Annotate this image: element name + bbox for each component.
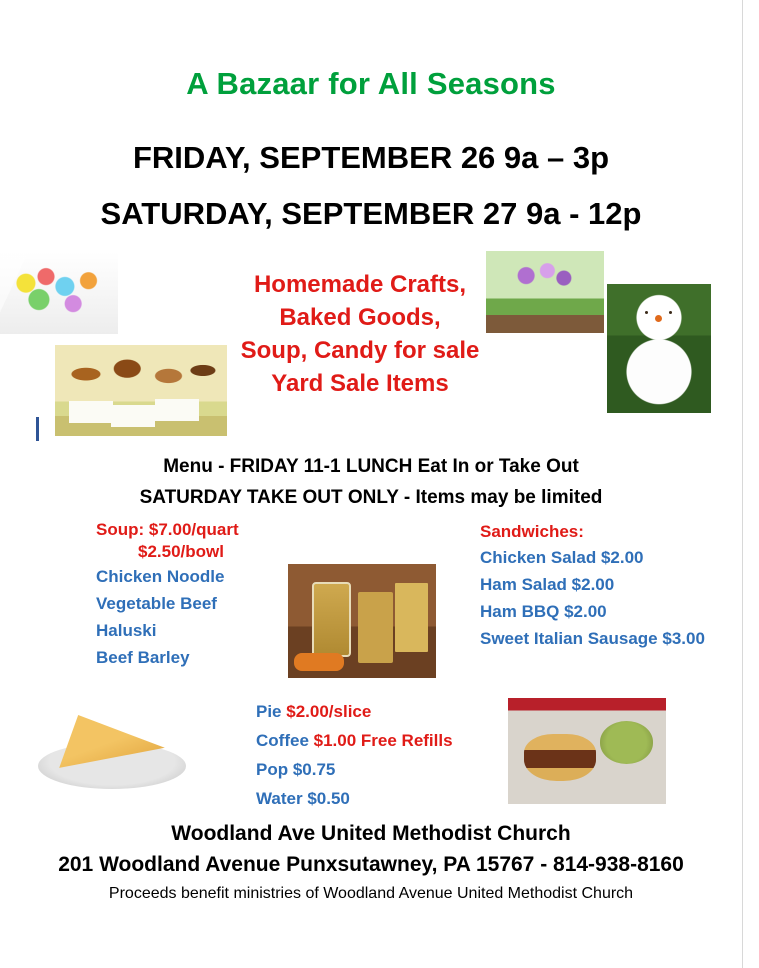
sandwiches-section xyxy=(480,519,730,652)
menu-header-line-1: Menu - FRIDAY 11-1 LUNCH Eat In or Take Out xyxy=(163,456,579,477)
extras-section xyxy=(256,697,486,813)
date-line-saturday: SATURDAY, SEPTEMBER 27 9a - 12p xyxy=(100,196,642,231)
soup-heading: Soup: $7.00/quart xyxy=(96,520,239,539)
soup-item-haluski: Haluski xyxy=(96,621,157,640)
soup-bowl-price: $2.50/bowl xyxy=(138,542,224,561)
snowman-cake-photo xyxy=(607,284,711,413)
page-title: A Bazaar for All Seasons xyxy=(186,66,556,101)
offerings-block xyxy=(160,268,560,400)
sandwich-row-ham-salad xyxy=(480,571,730,598)
sandwich-row-sweet-italian-sausage xyxy=(480,625,730,652)
extras-row-water xyxy=(256,784,486,813)
blue-accent-mark xyxy=(36,417,39,441)
extras-name: Water xyxy=(256,789,303,808)
extras-price: $2.00/slice xyxy=(286,702,372,721)
sandwich-name: Ham BBQ xyxy=(480,602,560,621)
soup-section xyxy=(96,519,296,671)
sandwich-name: Chicken Salad xyxy=(480,548,597,567)
sandwich-price: $2.00 xyxy=(600,548,644,567)
proceeds-note: Proceeds benefit ministries of Woodland Avenue United Methodist Church xyxy=(108,885,634,902)
extras-row-coffee xyxy=(256,726,486,755)
sandwich-row-chicken-salad xyxy=(480,544,730,571)
extras-name: Pop xyxy=(256,760,289,779)
extras-price: $0.75 xyxy=(292,760,336,779)
candy-tray-photo xyxy=(0,252,118,334)
extras-row-pie xyxy=(256,697,486,726)
sandwich-row-ham-bbq xyxy=(480,598,730,625)
soup-item-chicken-noodle: Chicken Noodle xyxy=(96,567,225,586)
sandwich-price: $2.00 xyxy=(571,575,615,594)
offering-line-3: Soup, Candy for sale xyxy=(240,337,480,364)
apple-pie-slice-photo xyxy=(24,692,200,807)
extras-name: Coffee xyxy=(256,731,309,750)
date-line-friday: FRIDAY, SEPTEMBER 26 9a – 3p xyxy=(132,140,610,175)
canned-jars-photo xyxy=(288,564,436,678)
extras-row-pop xyxy=(256,755,486,784)
offering-line-2: Baked Goods, xyxy=(279,304,441,331)
sandwich-name: Ham Salad xyxy=(480,575,567,594)
sandwiches-heading: Sandwiches: xyxy=(480,522,584,541)
church-name: Woodland Ave United Methodist Church xyxy=(171,822,571,845)
soup-item-beef-barley: Beef Barley xyxy=(96,648,190,667)
sandwich-price: $3.00 xyxy=(662,629,705,648)
offering-line-4: Yard Sale Items xyxy=(271,370,449,397)
page-right-gutter xyxy=(742,0,759,968)
offering-line-1: Homemade Crafts, xyxy=(253,271,467,298)
menu-header-line-2: SATURDAY TAKE OUT ONLY - Items may be limited xyxy=(139,487,603,508)
sandwich-price: $2.00 xyxy=(564,602,607,621)
church-address: 201 Woodland Avenue Punxsutawney, PA 15767 - 814-938-8160 xyxy=(58,853,684,876)
soup-item-vegetable-beef: Vegetable Beef xyxy=(96,594,217,613)
sandwich-name: Sweet Italian Sausage xyxy=(480,629,658,648)
extras-price: $0.50 xyxy=(307,789,350,808)
bbq-sandwich-plate-photo xyxy=(508,698,666,804)
extras-price: $1.00 Free Refills xyxy=(313,731,453,750)
extras-name: Pie xyxy=(256,702,282,721)
